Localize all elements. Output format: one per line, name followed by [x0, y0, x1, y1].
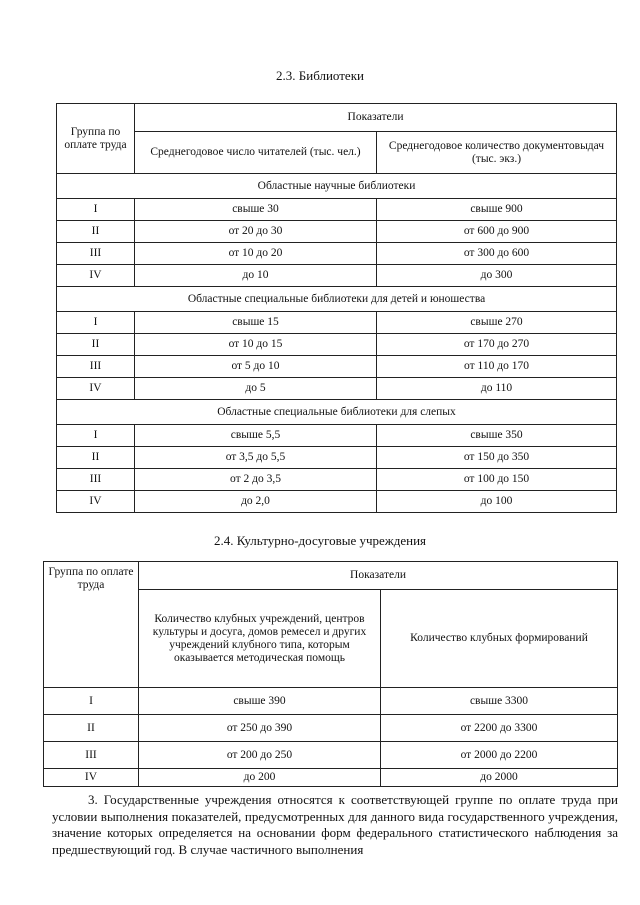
readers-header-cell: Среднегодовое число читателей (тыс. чел.): [135, 132, 377, 174]
value-cell: до 100: [377, 491, 617, 513]
group-cell: I: [57, 199, 135, 221]
libraries-table: [56, 103, 617, 513]
value-cell: от 2200 до 3300: [381, 715, 618, 742]
body-paragraph: 3. Государственные учреждения относятся к соответствующей группе по оплате труда при условии выполнения показателей, предусмотренных для данного вида государственного учреждения, значение которых определяется на основании форм федерального статистического наблюдения за предшествующий год. В случае частичного выполнения: [52, 792, 618, 857]
section-title: Областные научные библиотеки: [57, 174, 617, 199]
value-cell: свыше 350: [377, 425, 617, 447]
clubs-header-cell: Количество клубных учреждений, центров культуры и досуга, домов ремесел и других учреждений клубного типа, которым оказывается методическая помощь: [139, 590, 381, 688]
culture-table: [43, 561, 618, 787]
group-header-cell: Группа по оплате труда: [44, 562, 139, 688]
value-cell: до 110: [377, 378, 617, 400]
value-cell: от 10 до 15: [135, 334, 377, 356]
value-cell: от 170 до 270: [377, 334, 617, 356]
section-title: Областные специальные библиотеки для детей и юношества: [57, 287, 617, 312]
value-cell: свыше 30: [135, 199, 377, 221]
group-cell: III: [57, 469, 135, 491]
group-cell: III: [57, 356, 135, 378]
group-cell: II: [57, 221, 135, 243]
value-cell: от 2 до 3,5: [135, 469, 377, 491]
value-cell: свыше 15: [135, 312, 377, 334]
group-cell: III: [44, 742, 139, 769]
value-cell: от 20 до 30: [135, 221, 377, 243]
value-cell: до 200: [139, 769, 381, 787]
value-cell: свыше 390: [139, 688, 381, 715]
group-cell: IV: [57, 378, 135, 400]
value-cell: от 100 до 150: [377, 469, 617, 491]
value-cell: от 2000 до 2200: [381, 742, 618, 769]
value-cell: от 300 до 600: [377, 243, 617, 265]
loans-header-cell: Среднегодовое количество документовыдач (тыс. экз.): [377, 132, 617, 174]
formations-header-cell: Количество клубных формирований: [381, 590, 618, 688]
section-title: Областные специальные библиотеки для слепых: [57, 400, 617, 425]
value-cell: свыше 5,5: [135, 425, 377, 447]
value-cell: от 5 до 10: [135, 356, 377, 378]
indicators-header-cell: Показатели: [135, 104, 617, 132]
group-cell: I: [57, 312, 135, 334]
value-cell: до 10: [135, 265, 377, 287]
group-cell: I: [57, 425, 135, 447]
value-cell: от 10 до 20: [135, 243, 377, 265]
value-cell: от 600 до 900: [377, 221, 617, 243]
value-cell: свыше 900: [377, 199, 617, 221]
value-cell: до 300: [377, 265, 617, 287]
group-cell: II: [57, 334, 135, 356]
group-cell: IV: [44, 769, 139, 787]
indicators-header-cell: Показатели: [139, 562, 618, 590]
group-cell: III: [57, 243, 135, 265]
value-cell: от 3,5 до 5,5: [135, 447, 377, 469]
value-cell: свыше 3300: [381, 688, 618, 715]
value-cell: от 200 до 250: [139, 742, 381, 769]
value-cell: до 2,0: [135, 491, 377, 513]
group-cell: IV: [57, 491, 135, 513]
group-cell: II: [57, 447, 135, 469]
value-cell: свыше 270: [377, 312, 617, 334]
group-cell: I: [44, 688, 139, 715]
group-header-cell: Группа по оплате труда: [57, 104, 135, 174]
value-cell: до 2000: [381, 769, 618, 787]
value-cell: от 250 до 390: [139, 715, 381, 742]
value-cell: до 5: [135, 378, 377, 400]
libraries-heading: 2.3. Библиотеки: [276, 68, 364, 83]
culture-heading: 2.4. Культурно-досуговые учреждения: [213, 533, 427, 548]
value-cell: от 110 до 170: [377, 356, 617, 378]
value-cell: от 150 до 350: [377, 447, 617, 469]
group-cell: IV: [57, 265, 135, 287]
group-cell: II: [44, 715, 139, 742]
